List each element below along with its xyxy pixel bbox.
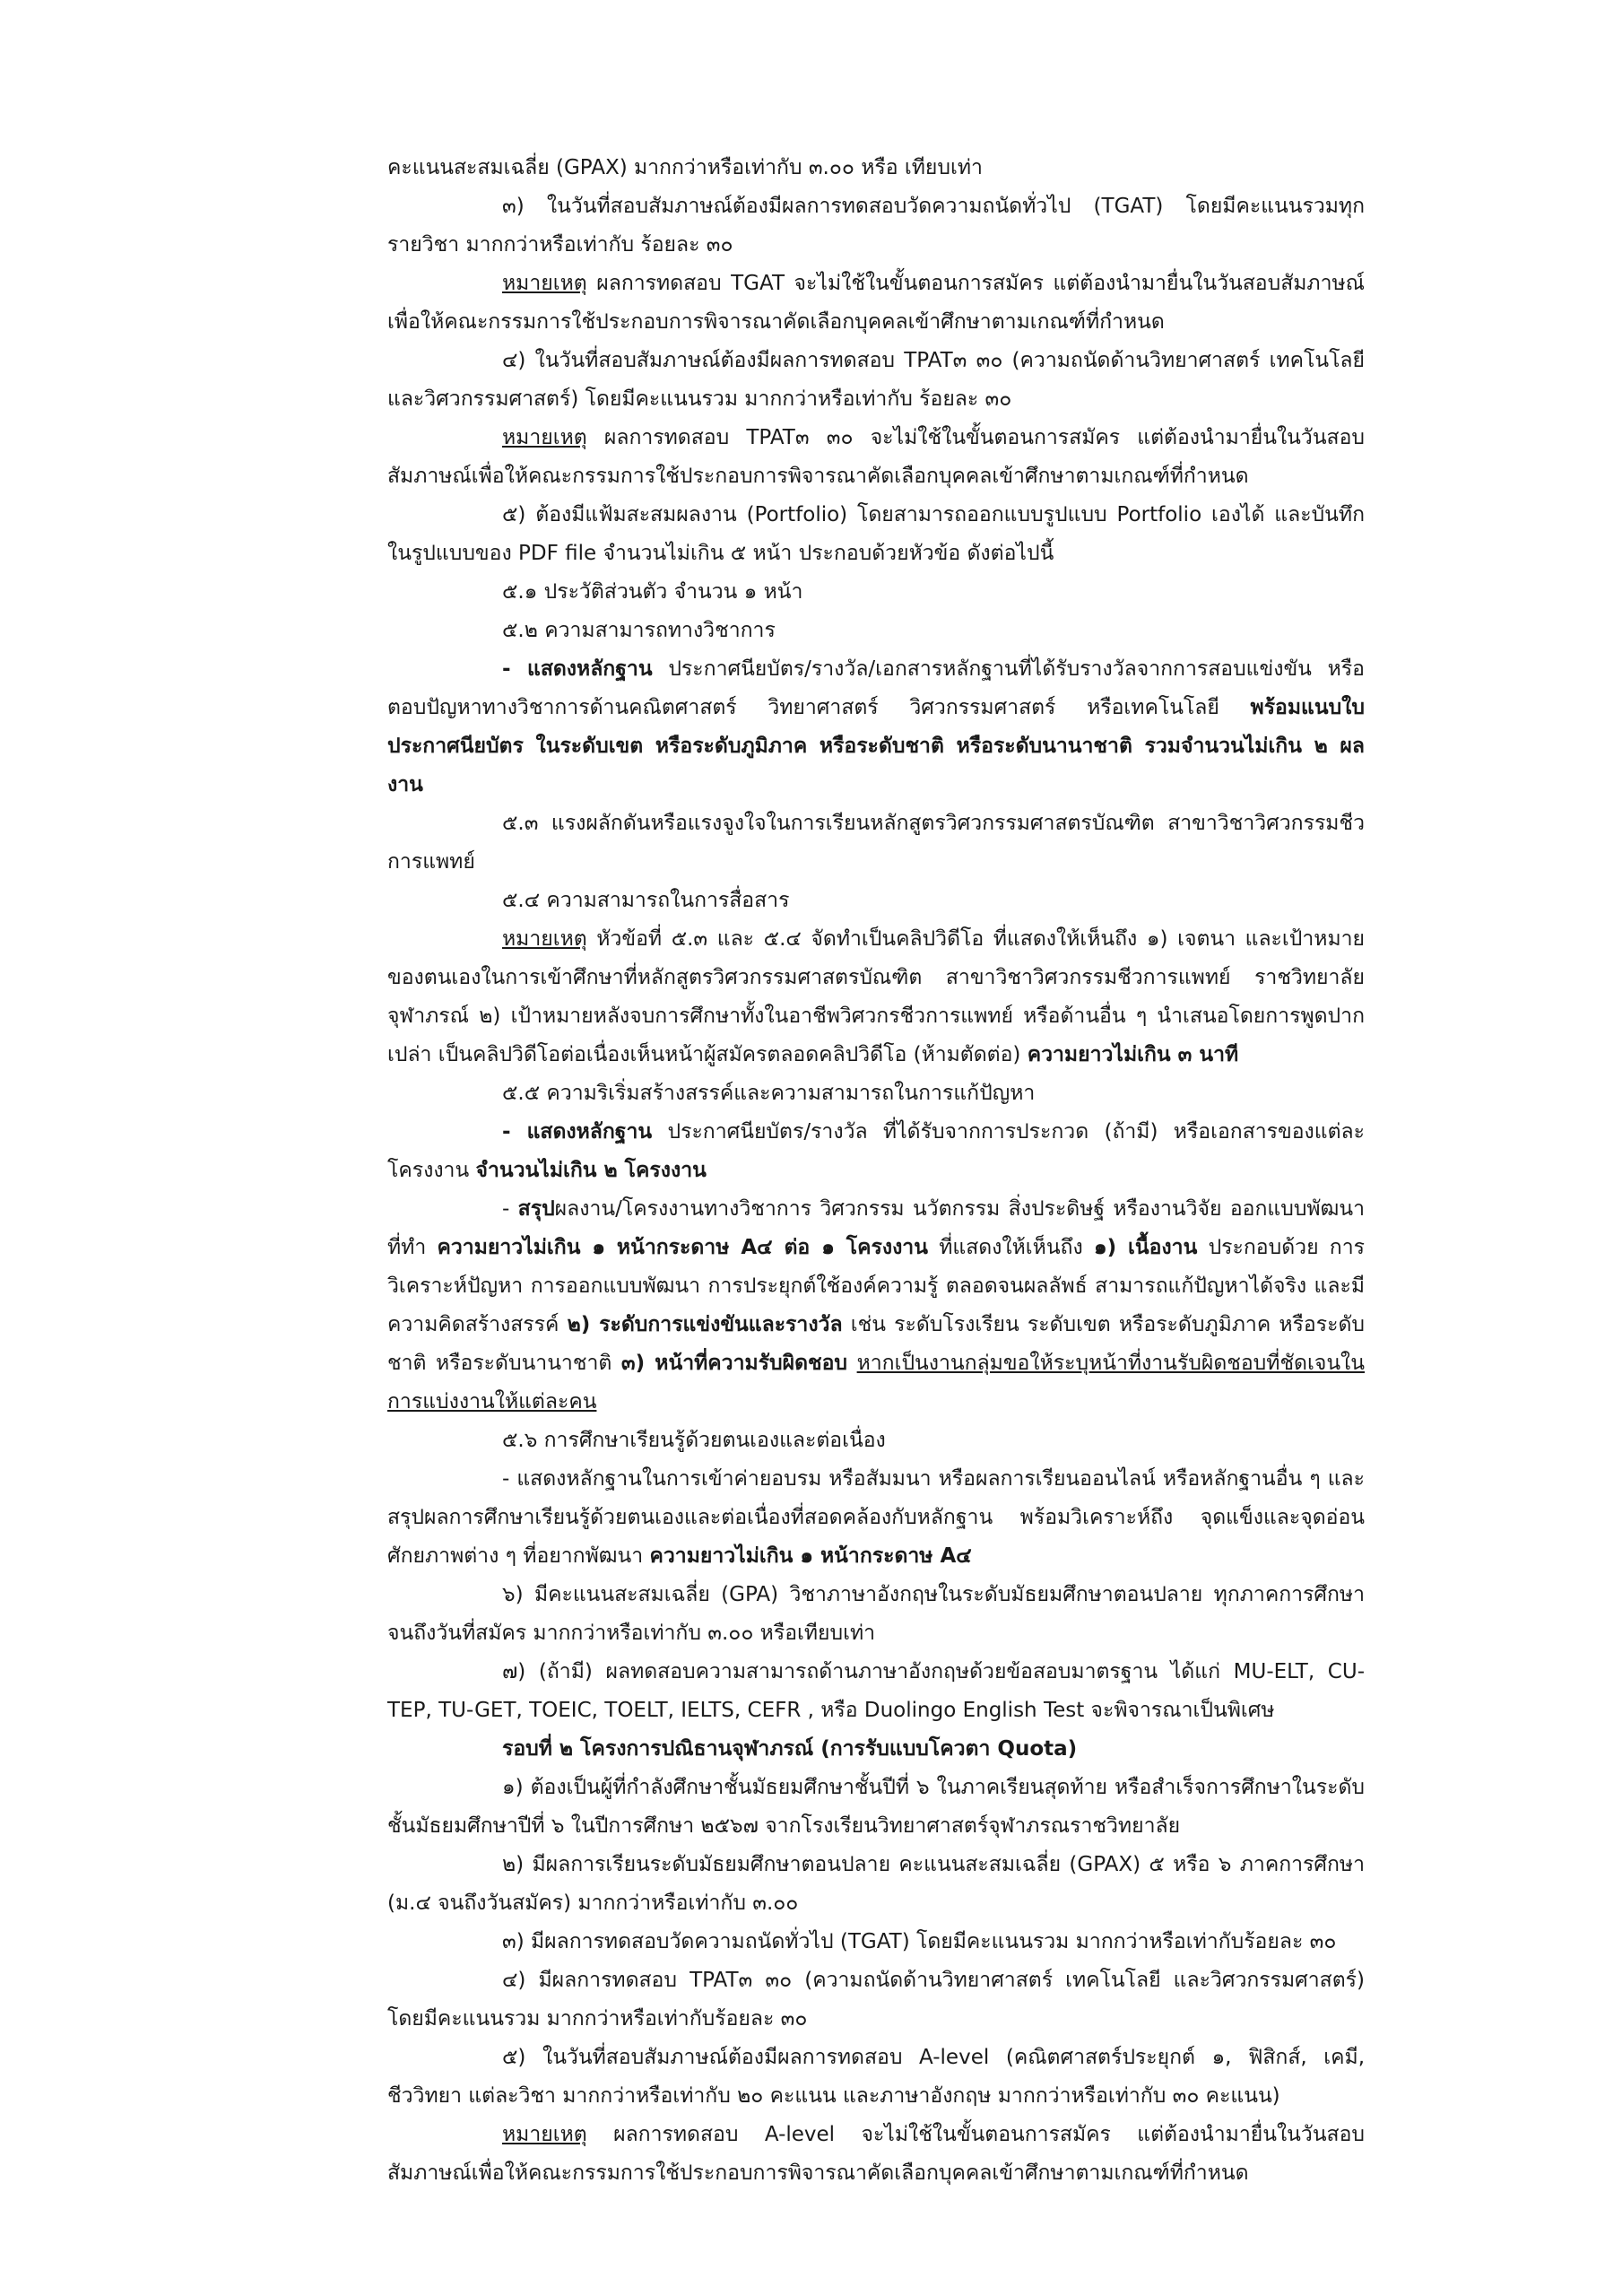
bold-run: ความยาวไม่เกิน ๑ หน้ากระดาษ A๔ ต่อ ๑ โครงงาน — [437, 1236, 928, 1259]
note-label: หมายเหตุ — [502, 272, 587, 295]
note-label: หมายเหตุ — [502, 426, 587, 449]
paragraph-gpax-continuation: คะแนนสะสมเฉลี่ย (GPAX) มากกว่าหรือเท่ากับ ๓.๐๐ หรือ เทียบเท่า — [387, 156, 983, 179]
evidence-label: - แสดงหลักฐาน — [502, 1120, 653, 1144]
section-5-6: ๕.๖ การศึกษาเรียนรู้ด้วยตนเองและต่อเนื่อง — [502, 1429, 886, 1452]
section-5-2: ๕.๒ ความสามารถทางวิชาการ — [502, 619, 776, 642]
text-run: - — [502, 1197, 518, 1221]
round2-criterion-4: ๔) มีผลการทดสอบ TPAT๓ ๓๐ (ความถนัดด้านวิทยาศาสตร์ เทคโนโลยี และวิศวกรรมศาสตร์) โดยมีคะแนนรวม มากกว่าหรือเท่ากับร้อยละ ๓๐ — [387, 1969, 1365, 2031]
note-a-level — [387, 2116, 1365, 2193]
self-learning-evidence — [387, 1460, 1365, 1576]
note-text: ผลการทดสอบ A-level จะไม่ใช้ในขั้นตอนการสมัคร แต่ต้องนำมายื่นในวันสอบสัมภาษณ์เพื่อให้คณะกรรมการใช้ประกอบการพิจารณาคัดเลือกบุคคลเข้าศึกษาตามเกณฑ์ที่กำหนด — [387, 2123, 1365, 2185]
summary-projects — [387, 1190, 1365, 1422]
underlined-run: หากเป็นงานกลุ่มขอให้ระบุหน้าที่งานรับผิดชอบที่ชัดเจนในการแบ่งงานให้แต่ละคน — [387, 1352, 1366, 1413]
section-5-5: ๕.๕ ความริเริ่มสร้างสรรค์และความสามารถในการแก้ปัญหา — [502, 1082, 1036, 1105]
section-5-4: ๕.๔ ความสามารถในการสื่อสาร — [502, 889, 790, 912]
criterion-5-portfolio: ๕) ต้องมีแฟ้มสะสมผลงาน (Portfolio) โดยสามารถออกแบบรูปแบบ Portfolio เองได้ และบันทึกในรูปแบบของ PDF file จำนวนไม่เกิน ๕ หน้า ประกอบด้วยหัวข้อ ดังต่อไปนี้ — [387, 503, 1365, 565]
note-text: หัวข้อที่ ๕.๓ และ ๕.๔ จัดทำเป็นคลิปวิดีโอ ที่แสดงให้เห็นถึง ๑) เจตนา และเป้าหมายของตนเองในการเข้าศึกษาที่หลักสูตรวิศวกรรมศาสตรบัณฑิต สาขาวิชาวิศวกรรมชีวการแพทย์ ราชวิทยาลัยจุฬาภรณ์ ๒) เป้าหมายหลังจบการศึกษาทั้งในอาชีพวิศวกรชีวการแพทย์ หรือด้านอื่น ๆ นำเสนอโดยการพูดปากเปล่า เป็นคลิปวิดีโอต่อเนื่องเห็นหน้าผู้สมัครตลอดคลิปวิดีโอ (ห้ามตัดต่อ) — [387, 927, 1365, 1066]
project-limit: จำนวนไม่เกิน ๒ โครงงาน — [475, 1159, 707, 1182]
criterion-3-tgat: ๓) ในวันที่สอบสัมภาษณ์ต้องมีผลการทดสอบวัดความถนัดทั่วไป (TGAT) โดยมีคะแนนรวมทุกรายวิชา มากกว่าหรือเท่ากับ ร้อยละ ๓๐ — [387, 195, 1365, 257]
note-tpat3 — [387, 419, 1365, 496]
section-5-3: ๕.๓ แรงผลักดันหรือแรงจูงใจในการเรียนหลักสูตรวิศวกรรมศาสตรบัณฑิต สาขาวิชาวิศวกรรมชีวการแพทย์ — [387, 812, 1365, 874]
bold-run: ๑) เนื้องาน — [1093, 1236, 1198, 1259]
bold-run: ๓) หน้าที่ความรับผิดชอบ — [620, 1352, 848, 1375]
note-tgat — [387, 265, 1365, 342]
evidence-academic — [387, 650, 1365, 804]
evidence-label: - แสดงหลักฐาน — [502, 657, 653, 681]
evidence-projects — [387, 1113, 1365, 1190]
bold-run: ความยาวไม่เกิน ๑ หน้ากระดาษ A๔ — [649, 1544, 972, 1568]
round2-criterion-5: ๕) ในวันที่สอบสัมภาษณ์ต้องมีผลการทดสอบ A-level (คณิตศาสตร์ประยุกต์ ๑, ฟิสิกส์, เคมี, ชีววิทยา แต่ละวิชา มากกว่าหรือเท่ากับ ๒๐ คะแนน และภาษาอังกฤษ มากกว่าหรือเท่ากับ ๓๐ คะแนน) — [387, 2046, 1365, 2108]
round2-criterion-3: ๓) มีผลการทดสอบวัดความถนัดทั่วไป (TGAT) โดยมีคะแนนรวม มากกว่าหรือเท่ากับร้อยละ ๓๐ — [502, 1930, 1337, 1953]
note-video-clip — [387, 920, 1365, 1074]
text-run: - แสดงหลักฐานในการเข้าค่ายอบรม หรือสัมมนา หรือผลการเรียนออนไลน์ หรือหลักฐานอื่น ๆ และสรุปผลการศึกษาเรียนรู้ด้วยตนเองและต่อเนื่องที่สอดคล้องกับหลักฐาน พร้อมวิเคราะห์ถึง จุดแข็งและจุดอ่อนศักยภาพต่าง ๆ ที่อยากพัฒนา — [387, 1467, 1365, 1568]
text-run: ผลงาน/โครงงานทางวิชาการ วิศวกรรม นวัตกรรม สิ่งประดิษฐ์ หรืองานวิจัย ออกแบบพัฒนาที่ทำ — [387, 1197, 1365, 1259]
evidence-text: ประกาศนียบัตร/รางวัล ที่ได้รับจากการประกวด (ถ้ามี) หรือเอกสารของแต่ละโครงงาน — [387, 1120, 1366, 1182]
criterion-4-tpat3: ๔) ในวันที่สอบสัมภาษณ์ต้องมีผลการทดสอบ TPAT๓ ๓๐ (ความถนัดด้านวิทยาศาสตร์ เทคโนโลยี และวิศวกรรมศาสตร์) โดยมีคะแนนรวม มากกว่าหรือเท่ากับ ร้อยละ ๓๐ — [387, 349, 1365, 411]
bold-run: ๒) ระดับการแข่งขันและรางวัล — [567, 1313, 843, 1336]
round2-criterion-1: ๑) ต้องเป็นผู้ที่กำลังศึกษาชั้นมัธยมศึกษาชั้นปีที่ ๖ ในภาคเรียนสุดท้าย หรือสำเร็จการศึกษาในระดับชั้นมัธยมศึกษาปีที่ ๖ ในปีการศึกษา ๒๕๖๗ จากโรงเรียนวิทยาศาสตร์จุฬาภรณราชวิทยาลัย — [387, 1776, 1365, 1838]
note-text: ผลการทดสอบ TGAT จะไม่ใช้ในขั้นตอนการสมัคร แต่ต้องนำมายื่นในวันสอบสัมภาษณ์ เพื่อให้คณะกรรมการใช้ประกอบการพิจารณาคัดเลือกบุคคลเข้าศึกษาตามเกณฑ์ที่กำหนด — [387, 272, 1365, 334]
round-2-heading: รอบที่ ๒ โครงการปณิธานจุฬาภรณ์ (การรับแบบโควตา Quota) — [502, 1737, 1078, 1761]
text-run: ประกอบด้วย การวิเคราะห์ปัญหา การออกแบบพัฒนา การประยุกต์ใช้องค์ความรู้ ตลอดจนผลลัพธ์ สามารถแก้ปัญหาได้จริง และมีความคิดสร้างสรรค์ — [387, 1236, 1365, 1336]
evidence-requirement: พร้อมแนบใบประกาศนียบัตร ในระดับเขต หรือระดับภูมิภาค หรือระดับชาติ หรือระดับนานาชาติ รวมจำนวนไม่เกิน ๒ ผลงาน — [387, 696, 1365, 796]
text-run: ที่แสดงให้เห็นถึง — [927, 1236, 1094, 1259]
section-5-1: ๕.๑ ประวัติส่วนตัว จำนวน ๑ หน้า — [502, 580, 803, 604]
note-label: หมายเหตุ — [502, 2123, 587, 2146]
evidence-text: ประกาศนียบัตร/รางวัล/เอกสารหลักฐานที่ได้รับรางวัลจากการสอบแข่งขัน หรือตอบปัญหาทางวิชาการด้านคณิตศาสตร์ วิทยาศาสตร์ วิศวกรรมศาสตร์ หรือเทคโนโลยี — [387, 657, 1366, 719]
text-run — [847, 1352, 857, 1375]
note-label: หมายเหตุ — [502, 927, 587, 951]
document-body — [387, 149, 1365, 2193]
criterion-7-english-test: ๗) (ถ้ามี) ผลทดสอบความสามารถด้านภาษาอังกฤษด้วยข้อสอบมาตรฐาน ได้แก่ MU-ELT, CU-TEP, TU-GET, TOEIC, TOELT, IELTS, CEFR , หรือ Duolingo English Test จะพิจารณาเป็นพิเศษ — [387, 1660, 1365, 1722]
video-length-limit: ความยาวไม่เกิน ๓ นาที — [1027, 1043, 1239, 1066]
text-run: เช่น ระดับโรงเรียน ระดับเขต หรือระดับภูมิภาค หรือระดับชาติ หรือระดับนานาชาติ — [387, 1313, 1365, 1375]
note-text: ผลการทดสอบ TPAT๓ ๓๐ จะไม่ใช้ในขั้นตอนการสมัคร แต่ต้องนำมายื่นในวันสอบสัมภาษณ์เพื่อให้คณะกรรมการใช้ประกอบการพิจารณาคัดเลือกบุคคลเข้าศึกษาตามเกณฑ์ที่กำหนด — [387, 426, 1365, 488]
criterion-6-english-gpa: ๖) มีคะแนนสะสมเฉลี่ย (GPA) วิชาภาษาอังกฤษในระดับมัธยมศึกษาตอนปลาย ทุกภาคการศึกษาจนถึงวันที่สมัคร มากกว่าหรือเท่ากับ ๓.๐๐ หรือเทียบเท่า — [387, 1583, 1365, 1645]
bold-run: สรุป — [517, 1197, 555, 1221]
round2-criterion-2: ๒) มีผลการเรียนระดับมัธยมศึกษาตอนปลาย คะแนนสะสมเฉลี่ย (GPAX) ๕ หรือ ๖ ภาคการศึกษา (ม.๔ จนถึงวันสมัคร) มากกว่าหรือเท่ากับ ๓.๐๐ — [387, 1853, 1365, 1915]
